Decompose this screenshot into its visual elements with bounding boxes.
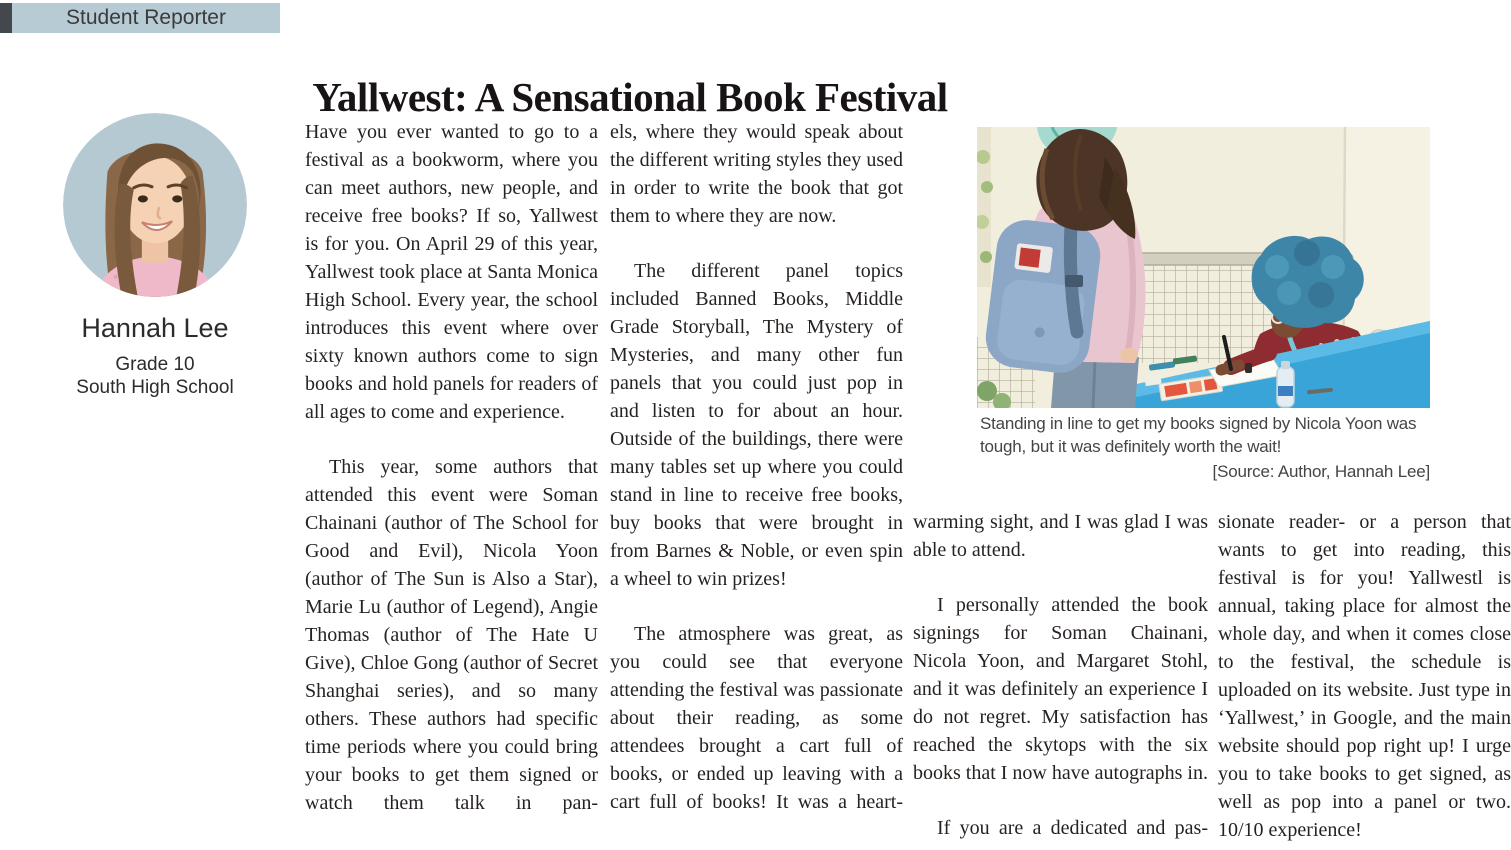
- article-paragraph: This year, some authors that attended this event were Soman Chainani (author of The School for Good and Evil), Nicola Yoon (author of The Sun is Also a Star), Marie Lu (author of Legend), Angie Thomas (author of The Hate U Give), Chloe Gong (author of Secret Shanghai series), and so many others. These authors had specific time periods where you could bring your books to get them signed or watch them talk in pan-: [305, 456, 598, 814]
- author-name: Hannah Lee: [81, 313, 229, 343]
- article-paragraph: I personally attended the book signings for Soman Chainani, Nicola Yoon, and Margaret Stohl, and it was definitely an experience I do not regret. My satisfaction has reached the skytops with the six books that I now have autographs in.: [913, 594, 1208, 784]
- article-paragraph: warming sight, and I was glad I was able to attend.: [913, 511, 1208, 561]
- author-avatar: [63, 113, 247, 297]
- author-school: South High School: [76, 377, 234, 398]
- article-column-3: [913, 508, 1208, 842]
- article-column-1: [305, 118, 598, 817]
- article-paragraph: The different panel topics included Banned Books, Middle Grade Storyball, The Mystery of Mysteries, and many other fun panels that you could just pop in and listen to for about an hour. Outside of the buildings, there were many tables set up where you could stand in line to receive free books, buy books that were brought in from Barnes & Noble, or even spin a wheel to win prizes!: [610, 260, 903, 590]
- article-paragraph: els, where they would speak about the different writing styles they used in order to write the book that got them to where they are now.: [610, 121, 903, 227]
- photo-caption-source: [Source: Author, Hannah Lee]: [1212, 462, 1430, 481]
- article-column-2: [610, 118, 903, 816]
- photo-caption: [980, 412, 1430, 483]
- masthead-label: Student Reporter: [66, 6, 226, 29]
- article-paragraph: If you are a dedicated and pas-: [937, 817, 1208, 839]
- author-profile: [45, 113, 265, 399]
- festival-photo-illustration: [977, 127, 1430, 408]
- masthead-accent: [0, 3, 12, 33]
- author-grade: Grade 10: [115, 354, 195, 375]
- article-paragraph: Have you ever wanted to go to a festival as a bookworm, where you can meet authors, new people, and receive free books? If so, Yallwest is for you. On April 29 of this year, Yallwest took place at Santa Monica High School. Every year, the school introduces this event where over sixty known authors come to sign books and hold panels for readers of all ages to come and experience.: [305, 121, 598, 423]
- page-title: Yallwest: A Sensational Book Festival: [312, 74, 948, 121]
- masthead: [12, 3, 280, 33]
- festival-photo: [977, 127, 1430, 408]
- article-column-4: [1218, 508, 1511, 844]
- article-paragraph: The atmosphere was great, as you could see that everyone attending the festival was passionate about their reading, as some attendees brought a cart full of books, or ended up leaving with a cart full of books! It was a heart-: [610, 623, 903, 813]
- author-portrait-illustration: [63, 113, 247, 297]
- article-paragraph: sionate reader- or a person that wants to get into reading, this festival is for you! Yallwestl is annual, taking place for almost the whole day, and when it comes close to the festival, the schedule is uploaded on its website. Just type in ‘Yallwest,’ in Google, and the main website should pop right up! I urge you to take books to get signed, as well as pop into a panel or two. 10/10 experience!: [1218, 511, 1511, 841]
- photo-caption-text: Standing in line to get my books signed by Nicola Yoon was tough, but it was definitely worth the wait!: [980, 414, 1417, 456]
